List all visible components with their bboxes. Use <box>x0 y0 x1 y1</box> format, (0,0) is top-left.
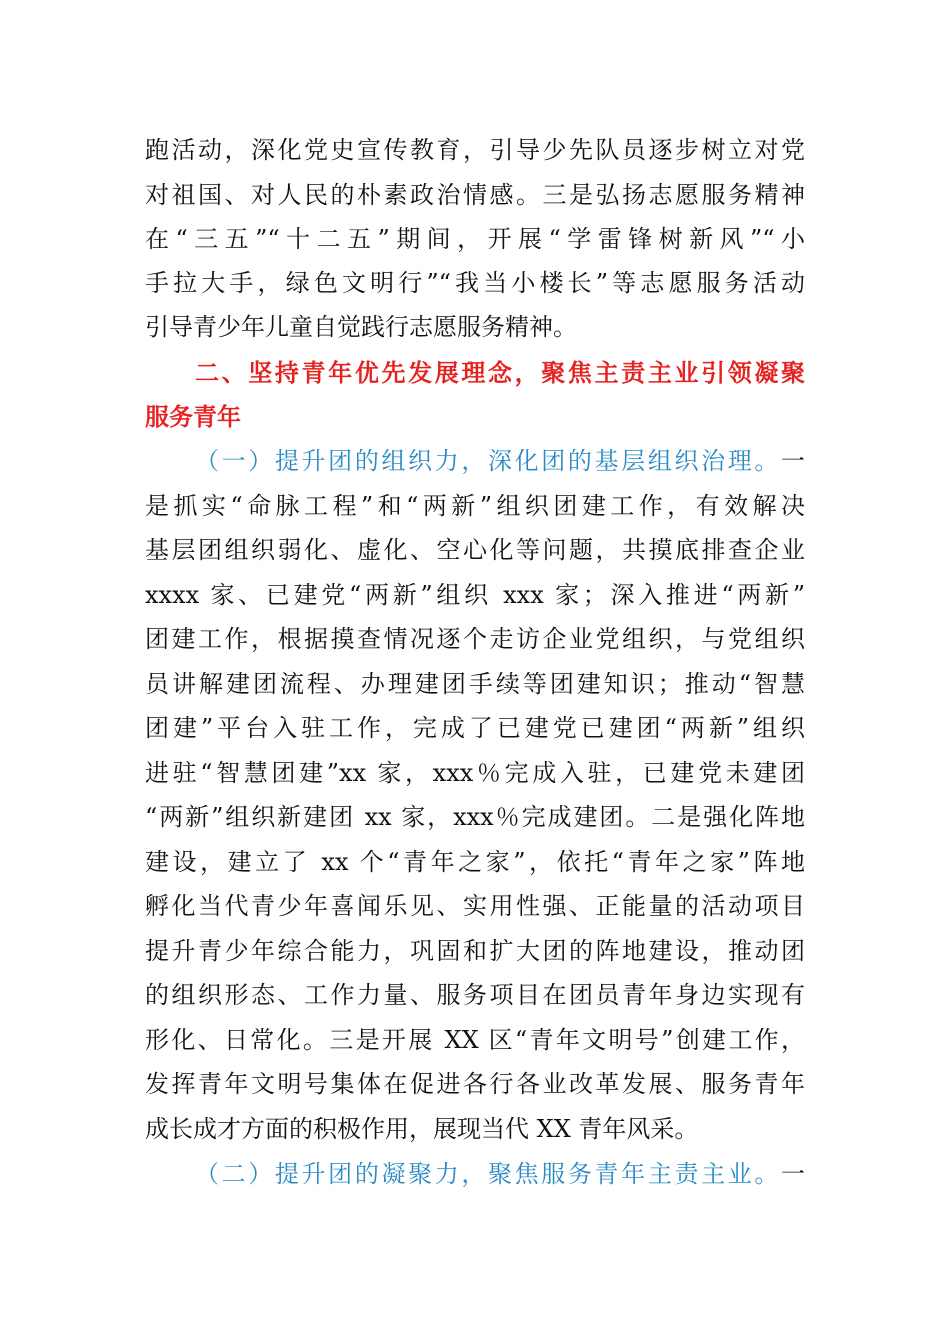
paragraph-line: 引导青少年儿童自觉践行志愿服务精神。 <box>145 313 577 341</box>
paragraph-line: 跑活动，深化党史宣传教育，引导少先队员逐步树立对党 <box>145 136 805 164</box>
subsection-title: （一）提升团的组织力，深化团的基层组织治理。 <box>195 447 781 475</box>
paragraph-line: 建设，建立了 xx 个“青年之家”，依托“青年之家”阵地 <box>145 848 805 876</box>
paragraph-line: xxxx 家、已建党“两新”组织 xxx 家；深入推进“两新” <box>145 581 805 609</box>
paragraph-line: 在“三五”“十二五”期间，开展“学雷锋树新风”“小 <box>145 225 805 253</box>
subsection-title: （二）提升团的凝聚力，聚焦服务青年主责主业。 <box>195 1160 781 1188</box>
paragraph-line: 进驻“智慧团建”xx 家，xxx％完成入驻，已建党未建团 <box>145 759 805 787</box>
paragraph-line: 的组织形态、工作力量、服务项目在团员青年身边实现有 <box>145 981 805 1009</box>
paragraph-line: 基层团组织弱化、虚化、空心化等问题，共摸底排查企业 <box>145 536 805 564</box>
paragraph-line: 发挥青年文明号集体在促进各行各业改革发展、服务青年 <box>145 1070 805 1098</box>
subsection-lead-text: 一 <box>781 1160 805 1188</box>
paragraph-line: 员讲解建团流程、办理建团手续等团建知识；推动“智慧 <box>145 670 805 698</box>
paragraph-line: 孵化当代青少年喜闻乐见、实用性强、正能量的活动项目 <box>145 892 805 920</box>
paragraph-line: 手拉大手，绿色文明行”“我当小楼长”等志愿服务活动 <box>145 269 805 297</box>
paragraph-line: 是抓实“命脉工程”和“两新”组织团建工作，有效解决 <box>145 492 805 520</box>
paragraph-line: 形化、日常化。三是开展 XX 区“青年文明号”创建工作， <box>145 1026 805 1054</box>
paragraph-line: 对祖国、对人民的朴素政治情感。三是弘扬志愿服务精神 <box>145 181 805 209</box>
paragraph-line: 成长成才方面的积极作用，展现当代 XX 青年风采。 <box>145 1115 699 1143</box>
paragraph-line: “两新”组织新建团 xx 家，xxx％完成建团。二是强化阵地 <box>145 803 805 831</box>
paragraph-line: 团建工作，根据摸查情况逐个走访企业党组织，与党组织 <box>145 625 805 653</box>
subsection-heading-line <box>195 1157 805 1191</box>
subsection-lead-text: 一 <box>781 447 805 475</box>
paragraph-line: 提升青少年综合能力，巩固和扩大团的阵地建设，推动团 <box>145 937 805 965</box>
subsection-heading-line <box>195 444 805 478</box>
section-heading-continued: 服务青年 <box>145 403 241 431</box>
paragraph-line: 团建”平台入驻工作，完成了已建党已建团“两新”组织 <box>145 714 805 742</box>
section-heading: 二、坚持青年优先发展理念，聚焦主责主业引领凝聚 <box>195 359 805 387</box>
